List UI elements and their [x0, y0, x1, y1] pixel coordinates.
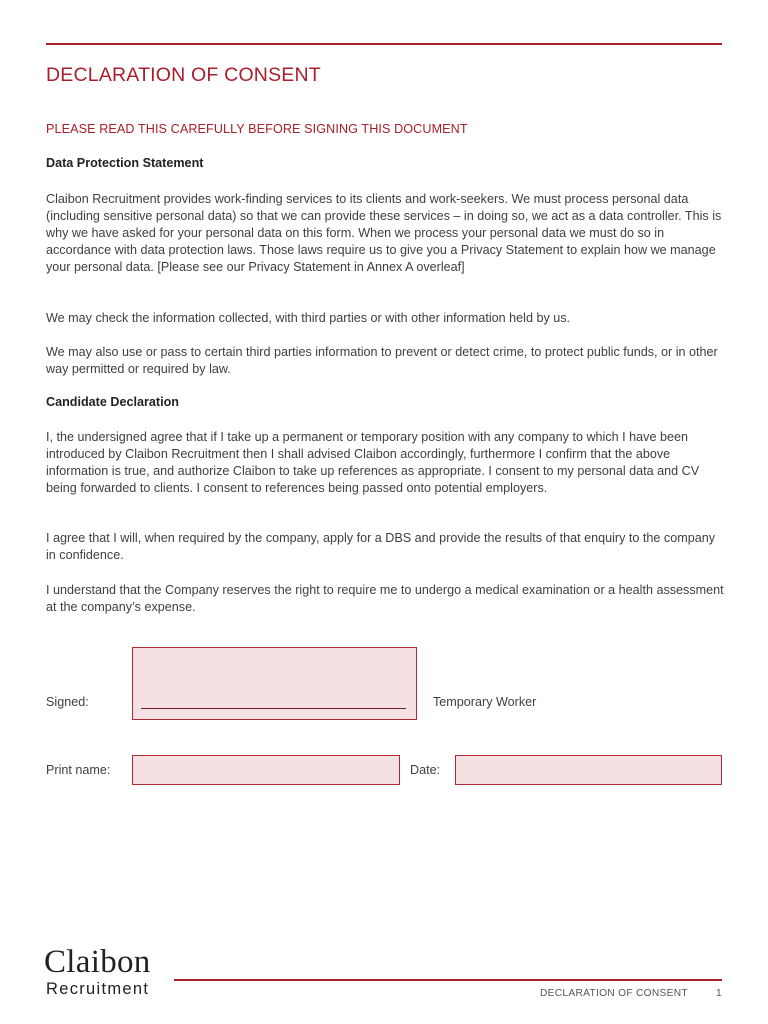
candidate-agreement-paragraph: I, the undersigned agree that if I take up a permanent or temporary position with any company to which I have been introduced by Claibon Recruitment then I shall advised Claibon accordingly, furthermore I confirm that the above information is true, and authorize Claibon to take up references as appropriate. I consent to my personal data and CV being forwarded to clients. I consent to references being passed onto potential employers.	[46, 430, 700, 495]
page-title: DECLARATION OF CONSENT	[46, 64, 321, 86]
data-check-paragraph: We may check the information collected, with third parties or with other information held by us.	[46, 311, 571, 325]
footer-document-name: DECLARATION OF CONSENT	[540, 988, 688, 999]
logo-main-text: Claibon	[44, 944, 151, 980]
candidate-declaration-heading: Candidate Declaration	[46, 395, 179, 409]
third-party-paragraph: We may also use or pass to certain third parties information to prevent or detect crime, to protect public funds, or in other way permitted or required by law.	[46, 345, 718, 376]
data-protection-heading: Data Protection Statement	[46, 156, 204, 170]
footer-rule	[174, 979, 722, 981]
warning-notice: PLEASE READ THIS CAREFULLY BEFORE SIGNING THIS DOCUMENT	[46, 122, 468, 136]
signature-field[interactable]	[132, 647, 417, 720]
print-name-label: Print name:	[46, 763, 111, 777]
dbs-paragraph: I agree that I will, when required by the company, apply for a DBS and provide the results of that enquiry to the company in confidence.	[46, 531, 716, 562]
logo-sub-text: Recruitment	[46, 980, 150, 998]
date-field[interactable]	[455, 755, 722, 785]
header-rule	[46, 43, 722, 45]
claibon-logo	[44, 944, 151, 998]
print-name-field[interactable]	[132, 755, 400, 785]
signed-role-label: Temporary Worker	[433, 695, 537, 709]
page-number: 1	[716, 988, 722, 999]
signature-line	[141, 708, 406, 709]
data-protection-paragraph: Claibon Recruitment provides work-finding services to its clients and work-seekers. We must process personal data (including sensitive personal data) so that we can provide these services – in doing so, we act as a data controller. This is why we have asked for your personal data on this form. When we process your personal data we must do so in accordance with data protection laws. Those laws require us to give you a Privacy Statement to explain how we manage your personal data. [Please see our Privacy Statement in Annex A overleaf]	[46, 192, 722, 274]
signed-label: Signed:	[46, 695, 89, 709]
date-label: Date:	[410, 763, 441, 777]
medical-paragraph: I understand that the Company reserves the right to require me to undergo a medical examination or a health assessment at the company’s expense.	[46, 583, 724, 614]
